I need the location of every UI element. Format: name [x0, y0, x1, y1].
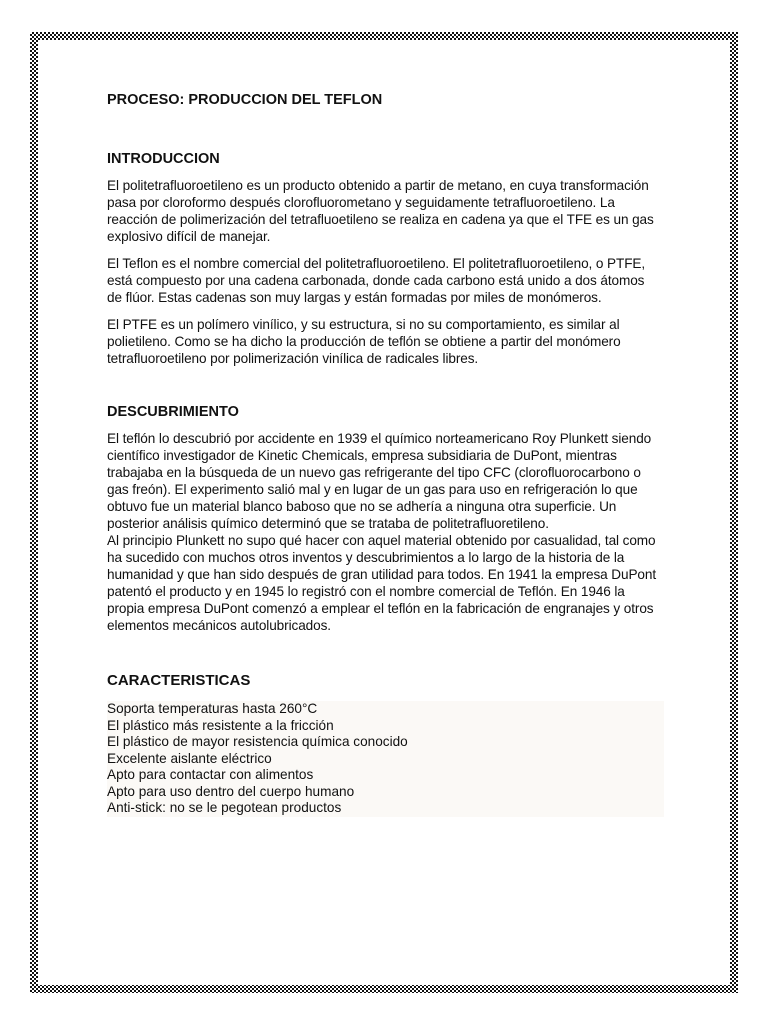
list-item: Excelente aislante eléctrico	[107, 750, 272, 766]
list-item: El plástico más resistente a la fricción	[107, 717, 334, 733]
section-descubrimiento	[107, 404, 662, 634]
list-item: Anti-stick: no se le pegotean productos	[107, 800, 342, 815]
section-heading-descubrimiento: DESCUBRIMIENTO	[107, 404, 239, 420]
characteristics-list	[107, 701, 664, 817]
section-introduccion	[107, 151, 662, 367]
descubrimiento-paragraph-1: El teflón lo descubrió por accidente en 1939 el químico norteamericano Roy Plunkett siendo científico investigador de Kinetic Chemicals, empresa subsidiaria de DuPont, mientras trabajaba en la búsqueda de un nuevo gas refrigerante del tipo CFC (clorofluorocarbono o gas freón). El experimento salió mal y en lugar de un gas para uso en refrigeración lo que obtuvo fue un material blanco baboso que no se adhería a ninguna otra superficie. Un posterior análisis químico determinó que se trataba de politetrafluoretileno. Al principio Plunkett no supo qué hacer con aquel material obtenido por casualidad, tal como ha sucedido con muchos otros inventos y descubrimientos a lo largo de la historia de la humanidad y que han sido después de gran utilidad para todos. En 1941 la empresa DuPont patentó el producto y en 1945 lo registró con el nombre comercial de Teflón. En 1946 la propia empresa DuPont comenzó a emplear el teflón en la fabricación de engranajes y otros elementos mecánicos autolubricados.	[107, 431, 657, 633]
intro-paragraph-3: El PTFE es un polímero vinílico, y su estructura, si no su comportamiento, es similar al polietileno. Como se ha dicho la producción de teflón se obtiene a partir del monómero tetrafluoroetileno por polimerización vinílica de radicales libres.	[107, 317, 621, 366]
list-item: Apto para uso dentro del cuerpo humano	[107, 783, 355, 799]
section-caracteristicas	[107, 672, 662, 817]
intro-paragraph-1: El politetrafluoroetileno es un producto obtenido a partir de metano, en cuya transformación pasa por cloroformo después clorofluorometano y seguidamente tetrafluoroetileno. La reacción de polimerización del tetrafluoetileno se realiza en cadena ya que el TFE es un gas explosivo difícil de manejar.	[107, 178, 654, 244]
list-item: Apto para contactar con alimentos	[107, 767, 314, 782]
section-heading-caracteristicas: CARACTERISTICAS	[107, 672, 251, 689]
list-item: El plástico de mayor resistencia química conocido	[107, 734, 408, 749]
section-heading-introduccion: INTRODUCCION	[107, 151, 220, 167]
intro-paragraph-2: El Teflon es el nombre comercial del politetrafluoroetileno. El politetrafluoroetileno, o PTFE, está compuesto por una cadena carbonada, donde cada carbono está unido a dos átomos de flúor. Estas cadenas son muy largas y están formadas por miles de monómeros.	[107, 256, 646, 305]
list-item: Soporta temperaturas hasta 260°C	[107, 701, 318, 716]
document-title: PROCESO: PRODUCCION DEL TEFLON	[107, 92, 383, 108]
document-content	[107, 92, 662, 817]
